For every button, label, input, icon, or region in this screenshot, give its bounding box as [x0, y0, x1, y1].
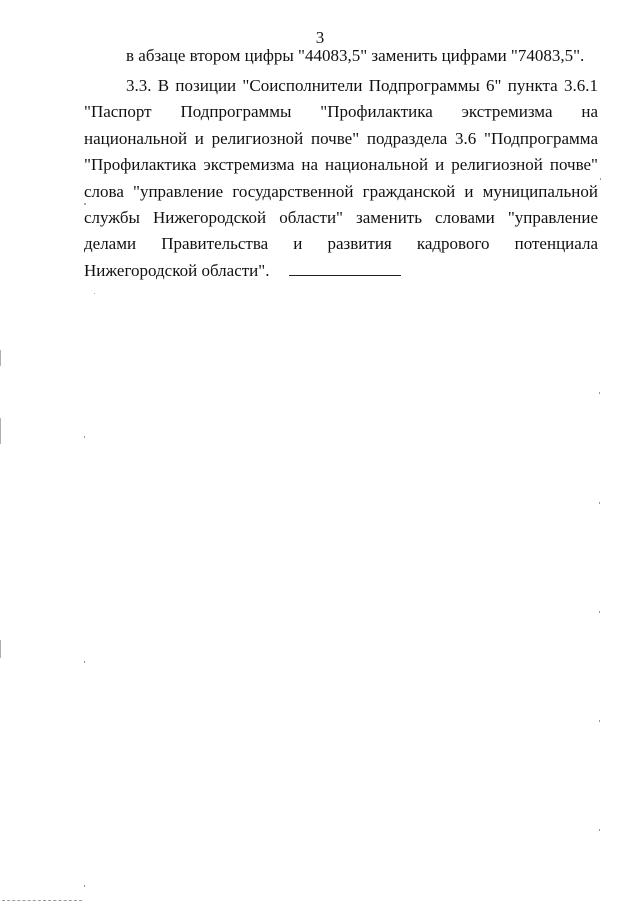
- paragraph-amendment-text: 3.3. В позиции "Соисполнители Подпрограммы 6" пункта 3.6.1 "Паспорт Подпрограммы "Профилактика экстремизма на национальной и религиозной почве" подраздела 3.6 "Подпрограмма "Профилактика экстремизма на национальной и религиозной почве" слова "управление государственной гражданской и муниципальной службы Нижегородской области" заменить словами "управление делами Правительства и развития кадрового потенциала Нижегородской области".: [84, 76, 598, 280]
- scan-edge-mark: [0, 418, 1, 444]
- scan-speck: [84, 203, 86, 205]
- paragraph-amendment-3-3: [84, 73, 598, 284]
- scan-speck: [599, 829, 600, 831]
- scan-speck: [84, 661, 85, 663]
- scan-speck: [600, 178, 601, 180]
- scan-speck: [599, 611, 600, 613]
- scan-speck: [94, 293, 95, 294]
- paragraph-continuation: в абзаце втором цифры "44083,5" заменить цифрами "74083,5".: [126, 46, 585, 65]
- scan-speck: [84, 436, 85, 438]
- scan-speck: [599, 392, 600, 394]
- scan-speck: [84, 885, 85, 887]
- page-number: 3: [315, 28, 325, 47]
- scan-edge-mark: [0, 640, 1, 658]
- closing-rule: [289, 275, 401, 276]
- scan-speck: [599, 502, 600, 504]
- scan-bottom-edge: [2, 900, 82, 901]
- scan-edge-mark: [0, 350, 1, 366]
- scan-speck: [599, 720, 600, 722]
